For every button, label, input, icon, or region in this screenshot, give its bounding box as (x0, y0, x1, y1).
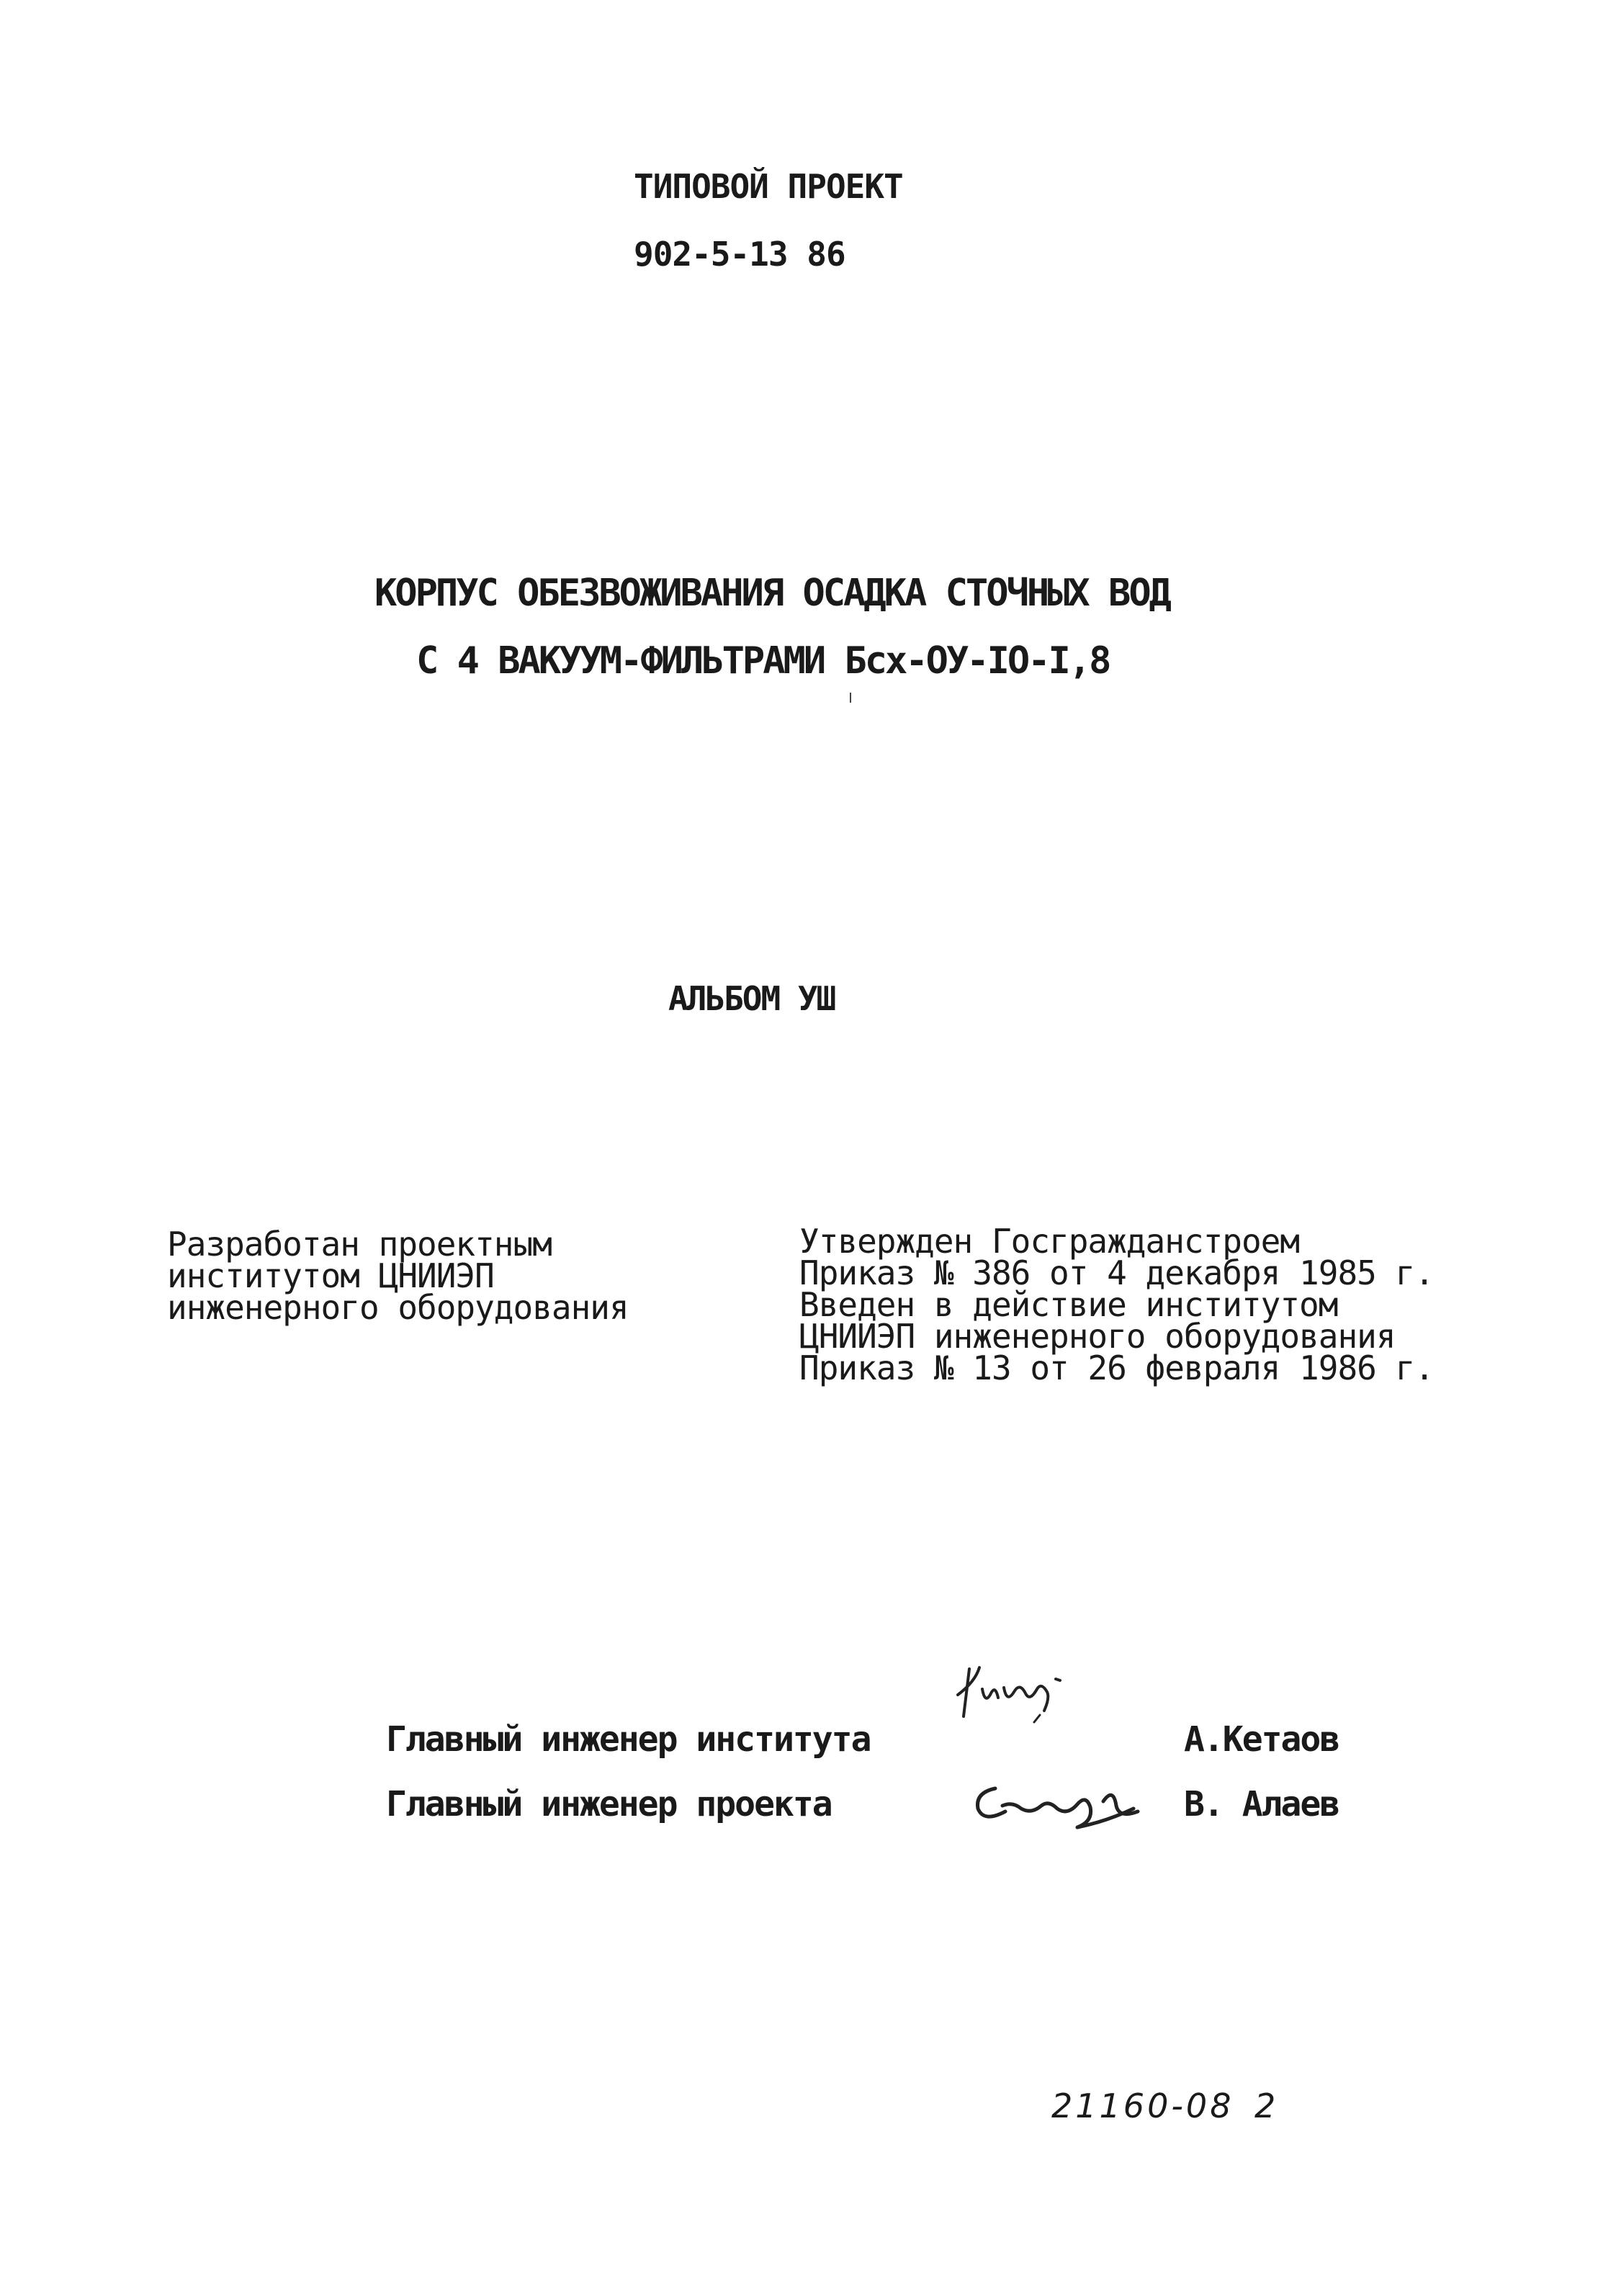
album-number: АЛЬБОМ УШ (668, 979, 835, 1018)
approval-block (799, 1222, 1434, 1387)
title-line-1: КОРПУС ОБЕЗВОЖИВАНИЯ ОСАДКА СТОЧНЫХ ВОД (374, 572, 1170, 615)
signature-row-chief-project (386, 1784, 1394, 1834)
approval-line-5: Приказ № 13 от 26 февраля 1986 г. (799, 1349, 1434, 1387)
signature-row-chief-institute (386, 1719, 1394, 1770)
handwritten-signature-icon (962, 1764, 1178, 1836)
developer-line-3: инженерного оборудования (167, 1288, 629, 1327)
signature-name: В. Алаев (1184, 1784, 1339, 1824)
developer-block (167, 1225, 629, 1327)
title-line-2: С 4 ВАКУУМ-ФИЛЬТРАМИ Бсх-ОУ-IO-I,8 (416, 639, 1110, 683)
stray-mark (850, 693, 851, 703)
document-type: ТИПОВОЙ ПРОЕКТ (634, 167, 903, 206)
approval-line-1: Утвержден Госгражданстроем (799, 1222, 1300, 1261)
developer-line-2: институтом ЦНИИЭП (167, 1256, 494, 1295)
signature-role: Главный инженер проекта (386, 1784, 832, 1824)
project-number: 902-5-13 86 (634, 235, 845, 274)
handwritten-signature-icon (948, 1660, 1077, 1732)
signature-role: Главный инженер института (386, 1719, 871, 1760)
approval-line-4: ЦНИИЭП инженерного оборудования (799, 1317, 1396, 1356)
approval-line-2: Приказ № 386 от 4 декабря 1985 г. (799, 1253, 1434, 1292)
signature-name: А.Кетаов (1184, 1719, 1339, 1760)
page-number: 2 (1254, 2086, 1276, 2125)
developer-line-1: Разработан проектным (167, 1225, 552, 1264)
approval-line-3: Введен в действие институтом (799, 1285, 1338, 1324)
archive-code: 21160-08 (1051, 2086, 1234, 2125)
